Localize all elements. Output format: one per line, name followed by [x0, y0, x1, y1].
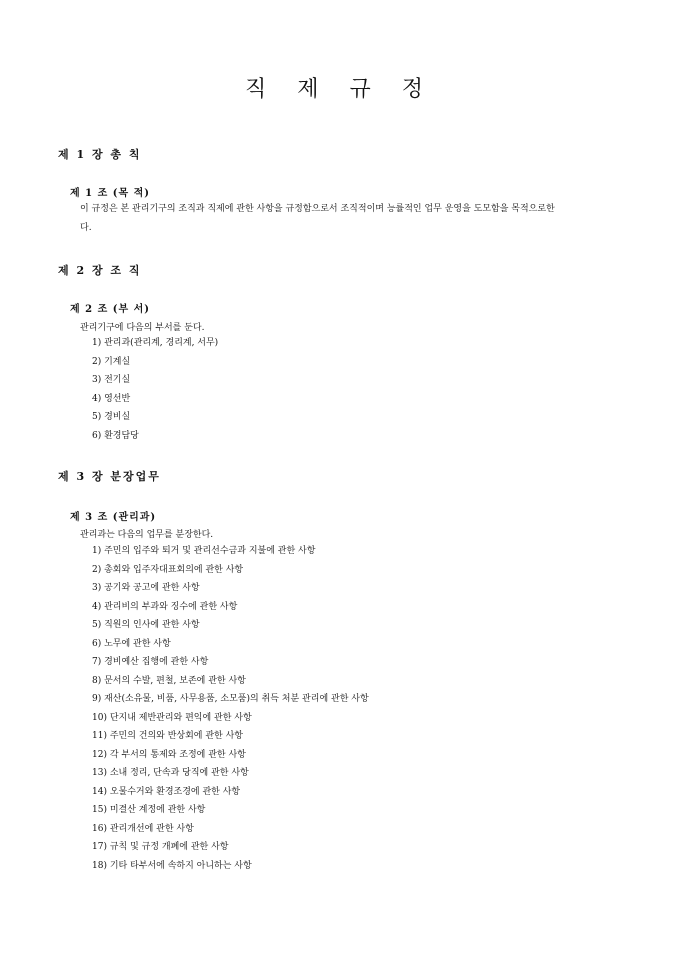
article-3-intro: 관리과는 다음의 업무를 분장한다. — [80, 530, 214, 540]
list-item: 5) 직원의 인사에 관한 사항 — [92, 620, 200, 630]
department-list — [92, 334, 218, 445]
list-item: 2) 총회와 입주자대표회의에 관한 사항 — [92, 564, 244, 575]
list-item: 15) 미결산 계정에 관한 사항 — [92, 805, 206, 815]
list-item: 10) 단지내 제반관리와 편익에 관한 사항 — [92, 712, 252, 723]
list-item: 6) 환경담당 — [92, 430, 139, 441]
list-item: 6) 노무에 관한 사항 — [92, 638, 171, 649]
list-item: 2) 기계실 — [92, 356, 131, 367]
list-item: 16) 관리개선에 관한 사항 — [92, 823, 194, 834]
list-item: 5) 경비실 — [92, 412, 131, 422]
chapter-1-heading: 제 1 장 총 칙 — [58, 148, 142, 161]
list-item: 17) 규칙 및 규정 개폐에 관한 사항 — [92, 842, 229, 852]
list-item: 14) 오물수거와 환경조경에 관한 사항 — [92, 786, 241, 797]
list-item: 8) 문서의 수발, 편철, 보존에 관한 사항 — [92, 675, 246, 686]
document-title: 직 제 규 정 — [245, 77, 435, 102]
list-item: 3) 전기실 — [92, 375, 131, 385]
chapter-3-heading: 제 3 장 분장업무 — [58, 470, 161, 483]
list-item: 4) 관리비의 부과와 징수에 관한 사항 — [92, 601, 238, 612]
list-item: 1) 관리과(관리계, 경리계, 서무) — [92, 338, 219, 348]
article-2-heading: 제 2 조 (부 서) — [70, 304, 150, 315]
chapter-2-heading: 제 2 장 조 직 — [58, 264, 142, 277]
article-3-heading: 제 3 조 (관리과) — [70, 512, 157, 523]
list-item: 11) 주민의 건의와 반상회에 관한 사항 — [92, 731, 243, 741]
list-item: 9) 재산(소유물, 비품, 사무용품, 소모품)의 취득 처분 관리에 관한 사항 — [92, 694, 369, 704]
list-item: 13) 소내 정리, 단속과 당직에 관한 사항 — [92, 768, 249, 778]
list-item: 12) 각 부서의 통제와 조정에 관한 사항 — [92, 749, 246, 760]
list-item: 3) 공기와 공고에 관한 사항 — [92, 583, 200, 593]
duty-list — [92, 542, 369, 875]
list-item: 18) 기타 타부서에 속하지 아니하는 사항 — [92, 860, 252, 871]
article-1-heading: 제 1 조 (목 적) — [70, 188, 150, 199]
list-item: 1) 주민의 입주와 퇴거 및 관리선수금과 지불에 관한 사항 — [92, 546, 316, 556]
list-item: 4) 영선반 — [92, 393, 131, 404]
list-item: 7) 경비예산 집행에 관한 사항 — [92, 657, 209, 667]
article-2-intro: 관리기구에 다음의 부서를 둔다. — [80, 323, 205, 333]
article-1-text: 이 규정은 본 관리기구의 조직과 직제에 관한 사항을 규정함으로서 조직적이며 능률적인 업무 운영을 도모함을 목적으로한다. — [80, 204, 555, 233]
